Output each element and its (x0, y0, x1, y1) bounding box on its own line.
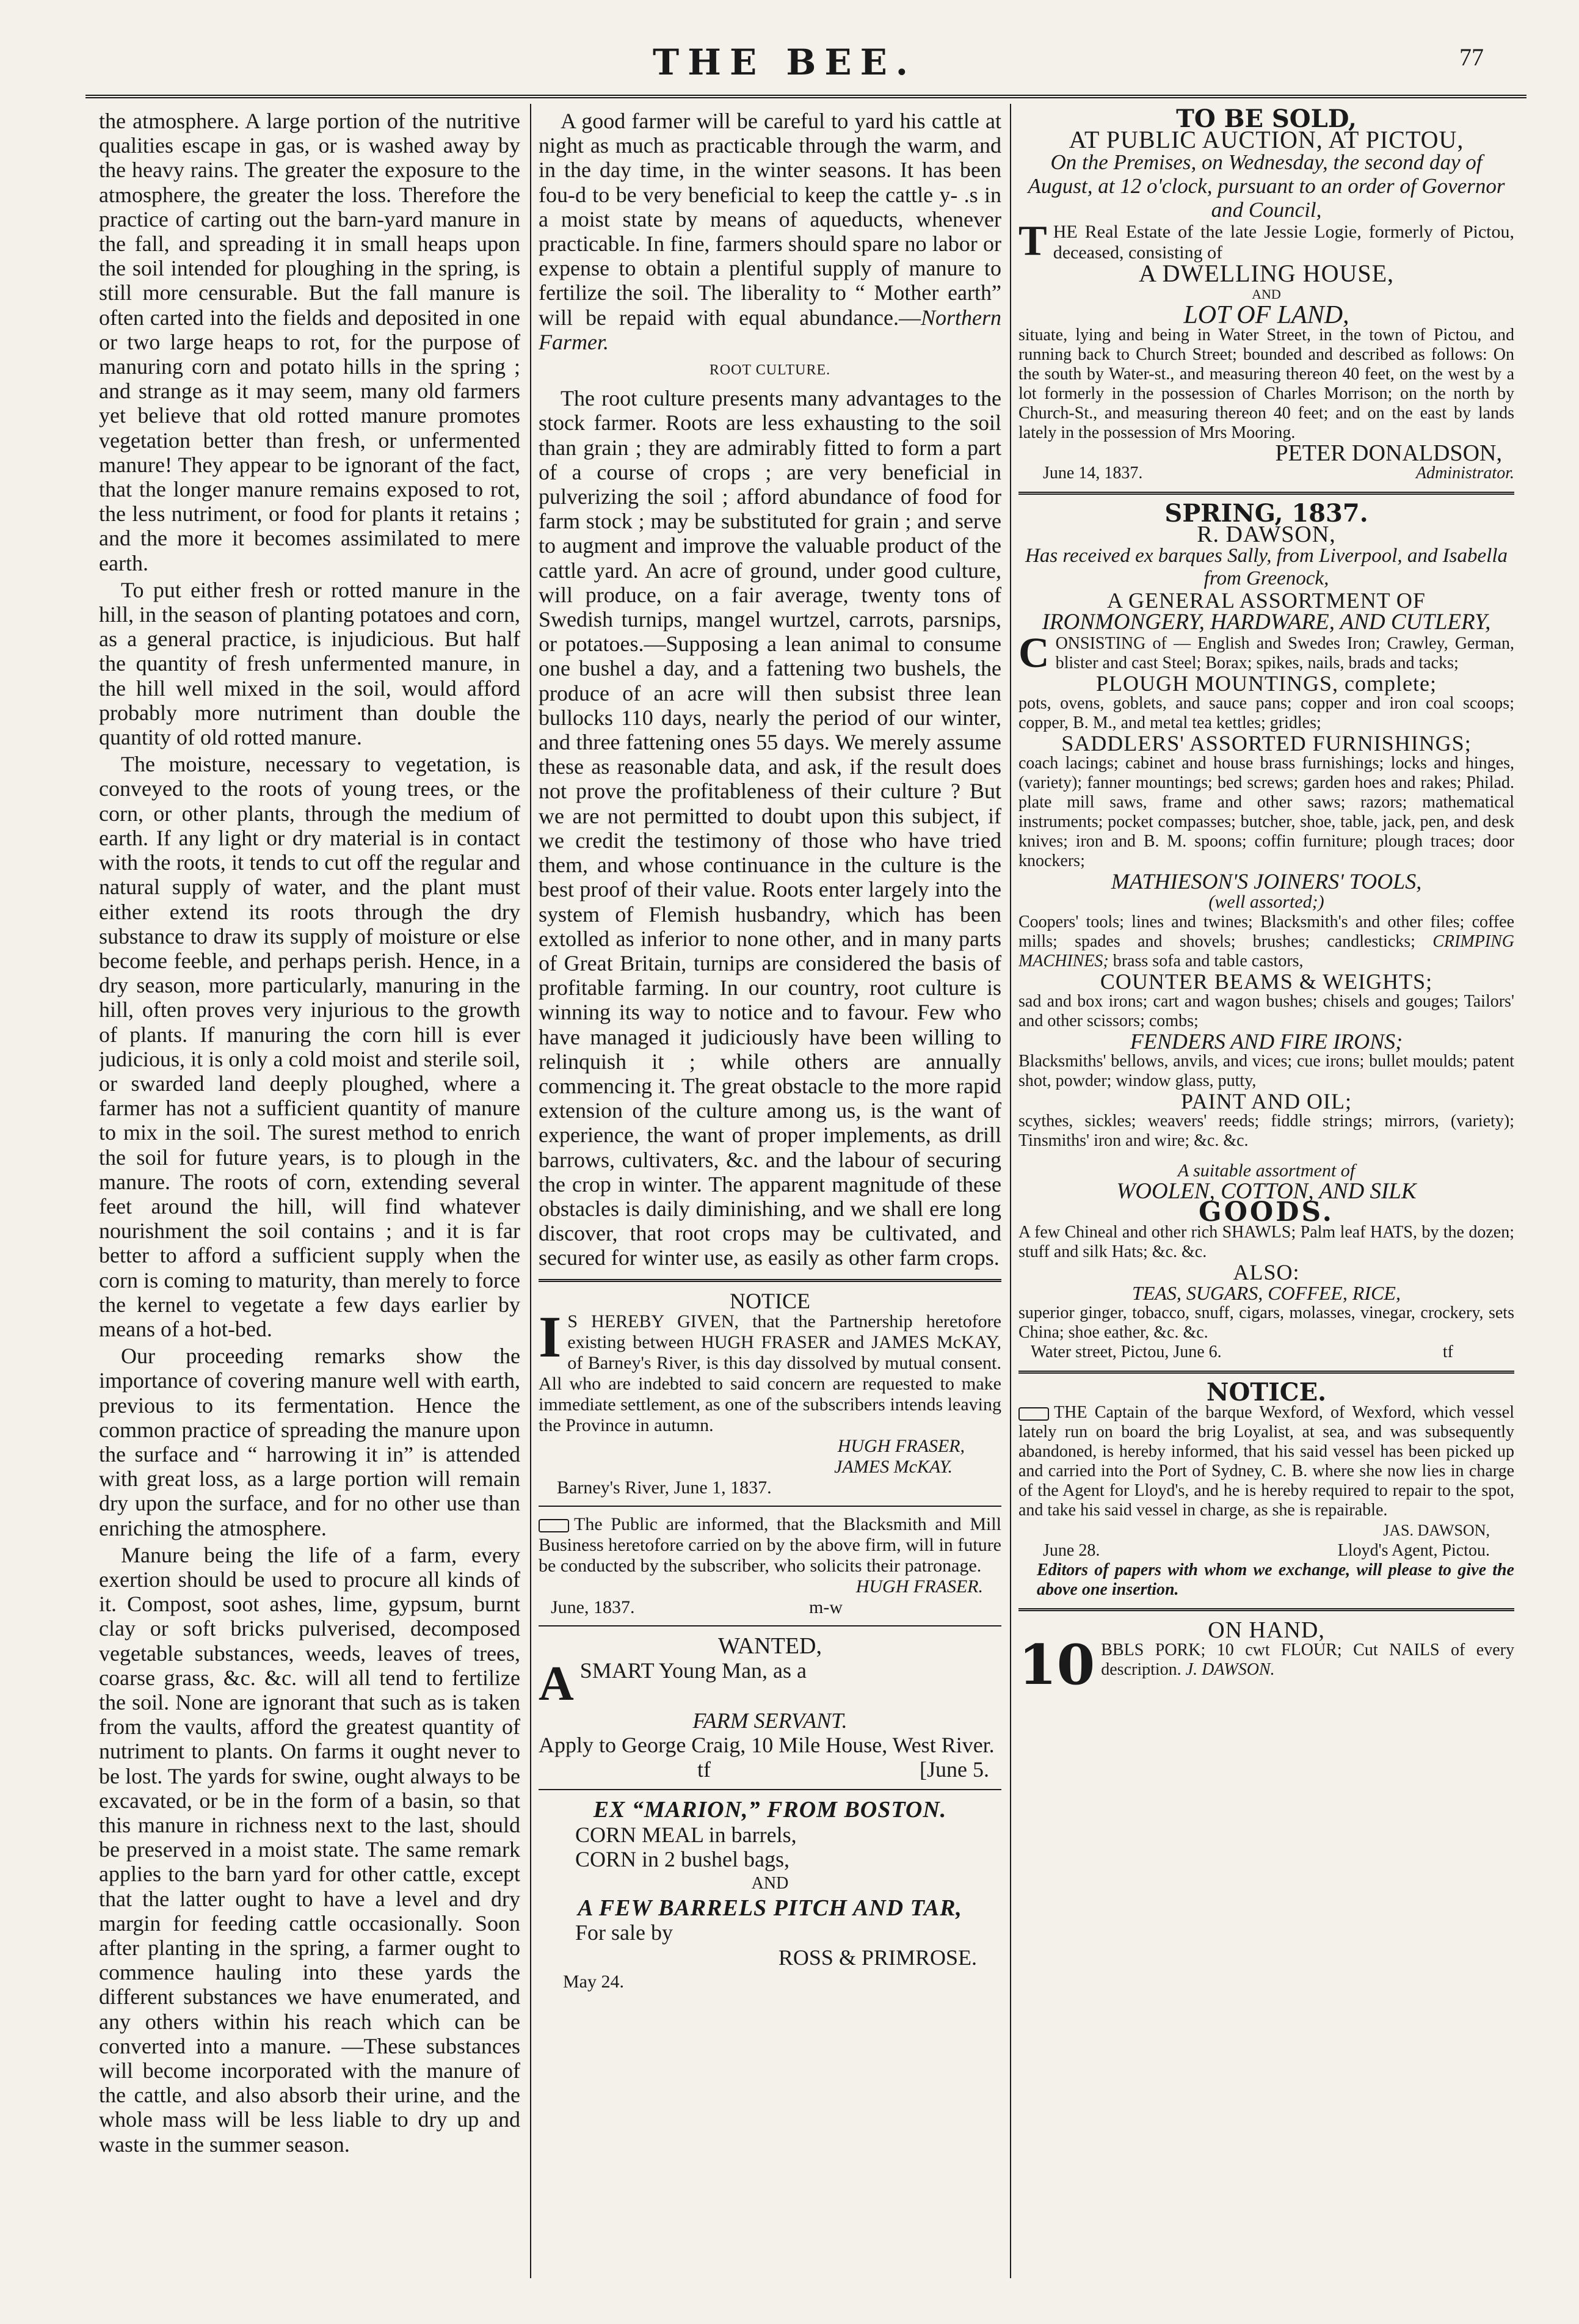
ad-footer (1018, 1342, 1514, 1362)
ad-seller: ROSS & PRIMROSE. (778, 1945, 977, 1970)
ad-lot: LOT OF LAND, (1183, 301, 1349, 329)
article-paragraph: the atmosphere. A large portion of the nutritive qualities escape in gas, or is washed away by the heavy rains. The greater the exposure to the atmosphere, the greater the loss. Therefore the practice of carting out the barn-yard manure in the fall, and spreading it in small heaps upon the soil intended for ploughing in the spring, is still more censurable. But the fall manure is often carted into the fields and deposited in one or two large heaps to rot, for the purpose of manuring corn and potato hills in the spring ; and strange as it may seem, many old farmers yet believe that old rotted manure promotes vegetation better than fresh, or unfermented manure! They appear to be ignorant of the fact, that the longer manure remains exposed to rot, the less nutriment, or food for plants it retains ; and the more it becomes assimilated to mere earth. (99, 109, 520, 575)
marion-ad (539, 1798, 1001, 1994)
notice-body-wrap (1018, 1403, 1514, 1520)
editors-note: Editors of papers with whom we exchange, will please to give the above one insertion. (1037, 1561, 1514, 1599)
ad-date: May 24. (563, 1971, 624, 1992)
masthead-rule (85, 95, 1526, 98)
notice-body: THE Captain of the barque Wexford, of Wexford, which vessel lately run on board the brig Loyalist, at sea, and was subsequently abandoned, is hereby informed, that his said vessel has been picked up and carried into the Port of Sydney, C. B. where she now lies in charge of the Agent for Lloyd's, and he is hereby required to repair to the spot, and take his said vessel in charge, as she is repairable. (1018, 1403, 1514, 1520)
spring-ad (1018, 499, 1514, 1362)
notice-body-2: The Public are informed, that the Blacksmith and Mill Business heretofore carried on by the above firm, will in future be conducted by the subscriber, who solicits their patronage. (539, 1514, 1001, 1576)
ad-note: A suitable assortment of (1177, 1160, 1356, 1181)
divider (539, 1625, 1001, 1626)
ad-date: [June 5. (920, 1757, 989, 1782)
article-paragraph: To put either fresh or rotted manure in the hill, in the season of planting potatoes and corn, as a general practice, is injudicious. But half the quantity of fresh unfermented manure, in the hill well mixed in the soil, would afford probably more nutriment than double the quantity of old rotted manure. (99, 577, 520, 750)
ad-role: Administrator. (1415, 464, 1514, 483)
notice-code: m-w (809, 1597, 843, 1617)
ad-goods: GOODS. (1199, 1197, 1334, 1228)
ad-role: FARM SERVANT. (692, 1708, 848, 1733)
article-paragraph: Manure being the life of a farm, every exertion should be used to procure all kinds of it. Compost, soot ashes, lime, gypsum, burnt clay or soft bricks pulverised, decomposed vegetable substances, weeds, leaves of trees, coarse grass, &c. &c. will all tend to fertilize the soil. None are ignorant that such as is taken from the vaults, afford the greatest quantity of nutriment to plants. On farms it ought never to be lost. The yards for swine, ought always to be excavated, or be in the form of a basin, so that this manure in richness next to the last, should be preserved in a moist state. The same remark applies to the barn yard for other cattle, except that the latter ought to have a level and dry margin for feeding cattle occasionally. Soon after planting in the spring, a farmer ought to commence hauling into these yards the different substances we have enumerated, and any others within his reach which can be converted into a manure. —These substances will become incorporated with the manure of the cattle, and also absorb their urine, and the whole mass will be less liable to dry up and waste in the summer season. (99, 1542, 520, 2157)
notice-body-wrap (539, 1303, 1001, 1436)
signature: J. DAWSON. (1185, 1660, 1275, 1679)
merchant-name: R. DAWSON, (1197, 522, 1336, 547)
divider (539, 1506, 1001, 1507)
ad-body-wrap (539, 1656, 1001, 1711)
ad-footer (1018, 464, 1514, 483)
ad-subtitle: AT PUBLIC AUCTION, AT PICTOU, (1069, 126, 1464, 153)
ad-title: NOTICE. (1206, 1378, 1327, 1407)
signature: JAS. DAWSON, (1383, 1521, 1490, 1539)
article-paragraph: Our proceeding remarks show the importance of covering manure well with earth, previous to its fermentation. Hence the common practice of spreading the manure upon the surface and “ harrowing it in” is attended with great loss, as a large portion will remain dry upon the surface, and for no other use than enriching the atmosphere. (99, 1344, 520, 1540)
notice-title: NOTICE (730, 1288, 810, 1313)
divider (539, 1789, 1001, 1790)
paragraph-text: A good farmer will be careful to yard his cattle at night as much as practicable through the warm, and in the day time, in the winter seasons. It has been fou-d to be very beneficial to keep the cattle y- .s in a moist state by means of aqueducts, whenever practicable. In fine, farmers should spare no labor or expense to obtain a plentiful supply of manure to fertilize the soil. The liberality to “ Mother earth” will be repaid with equal abundance.— (539, 109, 1001, 330)
ad-category: COUNTER BEAMS & WEIGHTS; (1100, 969, 1433, 994)
ad-title: WANTED, (718, 1633, 822, 1659)
ad-item: CORN in 2 bushel bags, (575, 1846, 790, 1871)
ad-list: scythes, sickles; weavers' reeds; fiddle strings; mirrors, (variety); Tinsmiths' iron and wire; &c. &c. (1018, 1112, 1514, 1150)
notice-role: Lloyd's Agent, Pictou. (1337, 1541, 1490, 1560)
pointing-hand-icon (539, 1519, 569, 1532)
divider (1018, 1371, 1514, 1374)
signature: JAMES McKAY. (834, 1456, 953, 1477)
ad-apply: Apply to George Craig, 10 Mile House, West River. (539, 1732, 995, 1757)
partnership-notice (539, 1288, 1001, 1618)
page-number: 77 (1459, 43, 1484, 71)
ad-consisting-wrap (1018, 630, 1514, 677)
ad-house: A DWELLING HOUSE, (1138, 260, 1395, 287)
drop-cap: A (539, 1656, 574, 1711)
ad-category: FENDERS AND FIRE IRONS; (1130, 1029, 1403, 1054)
ad-category: WOOLEN, COTTON, AND SILK (1116, 1179, 1417, 1204)
ad-and: AND (751, 1873, 789, 1893)
ad-list: A few Chineal and other rich SHAWLS; Palm leaf HATS, by the dozen; stuff and silk Hats; &c. &c. (1018, 1223, 1514, 1261)
divider (1018, 492, 1514, 495)
ad-list-item: CRIMPING MACHINES; (1018, 932, 1514, 971)
ad-category: TEAS, SUGARS, COFFEE, RICE, (1132, 1282, 1401, 1304)
ad-general: A GENERAL ASSORTMENT OF (1107, 588, 1426, 613)
drop-cap: T (1018, 217, 1047, 264)
ad-code: tf (1442, 1342, 1453, 1361)
ad-intro: HE Real Estate of the late Jessie Logie, formerly of Pictou, deceased, consisting of (1053, 222, 1514, 263)
ad-body-wrap (1018, 1633, 1514, 1697)
column-agriculture (99, 109, 520, 2271)
ad-name: PETER DONALDSON, (1275, 440, 1502, 466)
ad-sale: For sale by (575, 1920, 673, 1945)
dateline: Barney's River, June 1, 1837. (557, 1477, 772, 1498)
signature: HUGH FRASER, (837, 1435, 965, 1456)
signature: HUGH FRASER. (855, 1576, 983, 1597)
ad-also: ALSO: (1233, 1260, 1300, 1284)
ad-category: SADDLERS' ASSORTED FURNISHINGS; (1061, 731, 1472, 756)
pointing-hand-icon (1018, 1407, 1049, 1421)
ad-list-text: Coopers' tools; lines and twines; Blacksmith's and other files; coffee mills; spades and shovels; brushes; candlesticks; (1018, 912, 1514, 951)
ad-title: TO BE SOLD, (1176, 109, 1357, 133)
ad-category: MATHIESON'S JOINERS' TOOLS, (1111, 869, 1422, 894)
ad-category: PLOUGH MOUNTINGS, complete; (1096, 671, 1437, 696)
article-paragraph: The moisture, necessary to vegetation, is conveyed to the roots of young trees, or the corn, or other plants, through the medium of earth. If any light or dry material is in contact with the roots, it tends to cut off the regular and natural supply of water, and the plant must either extend its roots through the dry substance to draw its supply of moisture or else become feeble, and perhaps perish. Hence, in a dry season, more particularly, manuring in the hill, often proves very injurious to the growth of plants. If manuring the corn hill is ever judicious, it is only a cold moist and sterile soil, or swarded land deeply ploughed, where a farmer has not a sufficient quantity of manure to mix in the soil. The surest method to enrich the soil for future years, is to plough in the manure. The roots of corn, extending several feet around the hill, will find whatever nourishment the soil contains ; and it is far better to afford a sufficient supply when the corn is coming to maturity, than merely to force the kernel to vegetate a few days earlier by means of a hot-bed. (99, 752, 520, 1341)
ad-list: coach lacings; cabinet and house brass furnishings; locks and hinges, (variety); fanner mountings; bed screws; garden hoes and rakes; Philad. plate mill saws, frame and other saws; razors; mathematical instruments; pocket compasses; butcher, shoe, table, jack, pen, and desk knives; iron and B. M. spoons; coffin furniture; plough traces; door knockers; (1018, 754, 1514, 870)
notice-body: S HEREBY GIVEN, that the Partnership heretofore existing between HUGH FRASER and JAMES McKAY, of Barney's River, is this day dissolved by mutual consent. All who are indebted to said concern are requested to make immediate settlement, as one of the subscribers intends leaving the Province in autumn. (539, 1311, 1001, 1435)
source-credit: Northern Farmer. (539, 305, 1001, 354)
on-hand-ad (1018, 1617, 1514, 1697)
ad-title: EX “MARION,” FROM BOSTON. (593, 1797, 947, 1823)
ad-date: June 14, 1837. (1043, 464, 1143, 483)
wanted-ad (539, 1634, 1001, 1782)
ad-line: SMART Young Man, as a (579, 1658, 807, 1683)
auction-ad (1018, 109, 1514, 483)
column-advertisements (1018, 109, 1514, 2271)
notice-date: June 28. (1043, 1541, 1100, 1560)
ad-code: tf (697, 1757, 711, 1782)
notice-date: June, 1837. (551, 1597, 635, 1617)
notice-footer (539, 1597, 1001, 1618)
ad-title: ON HAND, (1208, 1617, 1325, 1643)
ad-item: CORN MEAL in barrels, (575, 1822, 797, 1847)
drop-numeral: 10 (1018, 1633, 1095, 1697)
ad-list (1018, 912, 1514, 971)
ad-title: SPRING, 1837. (1164, 499, 1368, 528)
ad-received: Has received ex barques Sally, from Liverpool, and Isabella from Greenock, (1025, 545, 1508, 589)
ad-list: pots, ovens, goblets, and sauce pans; copper and iron coal scoops; copper, B. M., and metal tea kettles; gridles; (1018, 694, 1514, 732)
ad-list: Blacksmiths' bellows, anvils, and vices; cue irons; bullet moulds; patent shot, powder; window glass, putty, (1018, 1052, 1514, 1090)
masthead (73, 37, 1496, 92)
ad-address: Water street, Pictou, June 6. (1031, 1342, 1222, 1361)
newspaper-title: THE BEE. (653, 42, 917, 83)
ad-category: IRONMONGERY, HARDWARE, AND CUTLERY, (1042, 610, 1491, 635)
drop-cap: C (1018, 630, 1050, 677)
ad-list-text: brass sofa and table castors, (1113, 952, 1304, 971)
column-divider (530, 104, 531, 2278)
ad-note: (well assorted;) (1208, 892, 1324, 912)
notice-footer (1018, 1541, 1514, 1561)
ad-terms: On the Premises, on Wednesday, the second day of August, at 12 o'clock, pursuant to an order of Governor and Council, (1028, 150, 1505, 222)
wexford-notice (1018, 1378, 1514, 1600)
ad-list: sad and box irons; cart and wagon bushes; chisels and gouges; Tailors' and other scissors; combs; (1018, 992, 1514, 1030)
column-middle (539, 109, 1001, 2271)
divider (1018, 1608, 1514, 1611)
section-subhead: ROOT CULTURE. (709, 362, 831, 379)
ad-list: superior ginger, tobacco, snuff, cigars, molasses, vinegar, crockery, sets China; shoe eather, &c. &c. (1018, 1303, 1514, 1342)
ad-and: AND (1252, 286, 1281, 302)
ad-intro-wrap (1018, 217, 1514, 264)
ad-body: BBLS PORK; 10 cwt FLOUR; Cut NAILS of every description. (1101, 1641, 1514, 1679)
ad-category: PAINT AND OIL; (1180, 1089, 1352, 1113)
ad-footer (539, 1757, 1001, 1782)
divider (539, 1279, 1001, 1282)
article-paragraph (539, 109, 1001, 354)
ad-description: situate, lying and being in Water Street, in the town of Pictou, and running back to Church Street; bounded and described as follows: On the south by Water-st., and measuring thereon 40 feet, on the west by a lot formerly in the possession of Charles Morrison; on the north by Church-St., and measuring thereon 40 feet; and on the east by lands lately in the possession of Mrs Mooring. (1018, 326, 1514, 442)
drop-cap: I (539, 1303, 562, 1369)
ad-item: A FEW BARRELS PITCH AND TAR, (578, 1895, 962, 1921)
article-paragraph: The root culture presents many advantages to the stock farmer. Roots are less exhausting to the soil than grain ; they are admirably fitted to form a part of a course of crops ; are very beneficial in pulverizing the soil ; afford abundance of food for farm stock ; may be substituted for grain ; and serve to augment and improve the valuable product of the cattle yard. An acre of ground, under good culture, will produce, on a fair average, twenty tons of Swedish turnips, mangel wurtzel, carrots, parsnips, or potatoes.—Supposing a lean animal to consume one bushel a day, and a fattening two bushels, the produce of an acre will then subsist three lean bullocks 110 days, nearly the period of our winter, and three fattening ones 55 days. We merely assume these as reasonable data, and ask, if the result does not prove the profitableness of their culture ? But we are not permitted to doubt upon this subject, if we credit the testimony of those who have tried them, and whose continuance in the culture is the best proof of their value. Roots enter largely into the system of Flemish husbandry, which has been extolled as inferior to none other, and in many parts of Great Britain, turnips are considered the basis of profitable farming. In our country, root culture is winning its way to notice and to favour. Few who have managed it judiciously have been willing to relinquish it ; while others are annually commencing it. The great obstacle to the more rapid extension of the culture among us, is the want of experience, the want of proper implements, as drill barrows, cultivaters, &c. and the labour of securing the crop in winter. The apparent magnitude of these obstacles is daily diminishing, and we shall ere long discover, that root crops may be cultivated, and secured for winter use, as easily as other farm crops. (539, 386, 1001, 1270)
notice-body-2-wrap (539, 1514, 1001, 1576)
column-divider (1010, 104, 1011, 2278)
ad-consisting: ONSISTING of — English and Swedes Iron; Crawley, German, blister and cast Steel; Borax; spikes, nails, brads and tacks; (1055, 634, 1514, 672)
